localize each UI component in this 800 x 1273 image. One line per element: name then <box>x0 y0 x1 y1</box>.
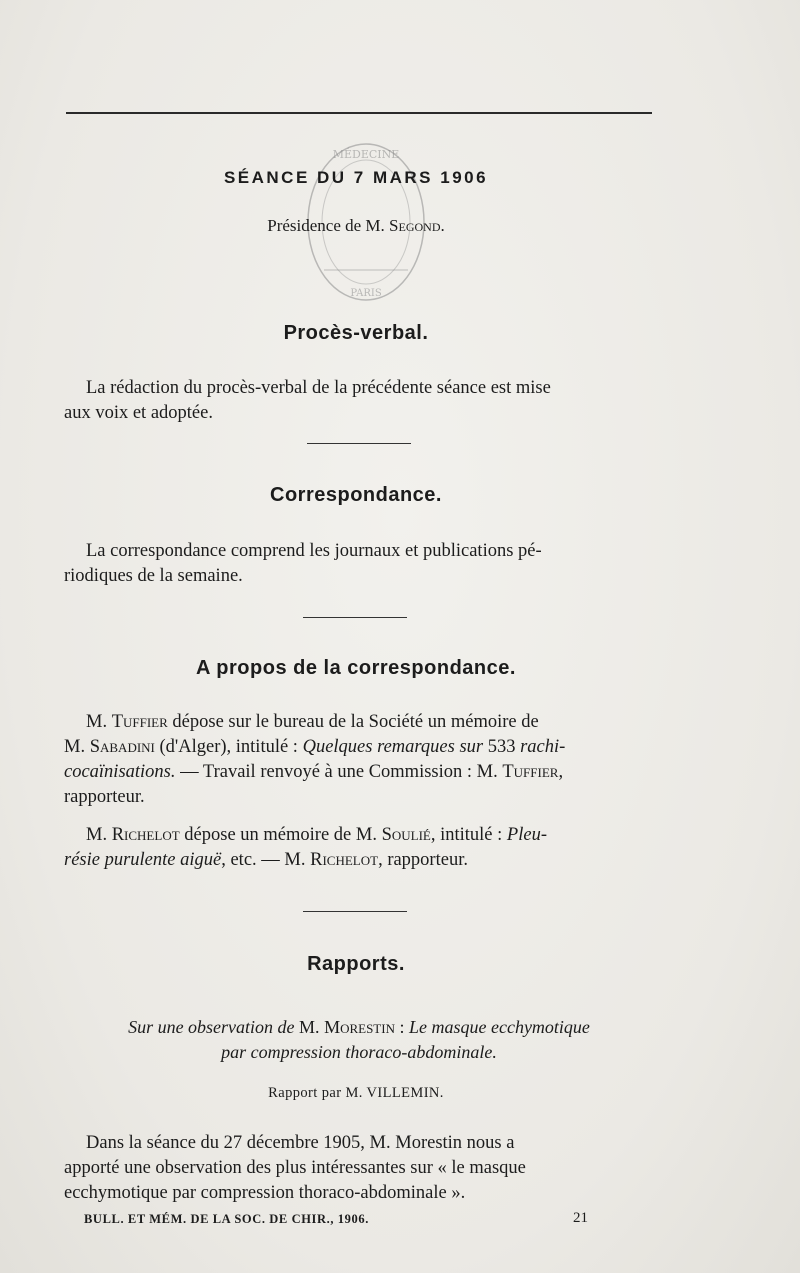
a-propos-p1-line-4: rapporteur. <box>64 787 145 807</box>
heading-rapports: Rapports. <box>307 953 405 975</box>
president-name: Segond <box>389 216 441 235</box>
separator-rule <box>303 617 407 618</box>
heading-proces-verbal: Procès-verbal. <box>283 322 429 344</box>
presidence-suffix: . <box>440 216 445 235</box>
rapport-body-line-3: ecchymotique par compression thoraco-abdominale ». <box>64 1183 466 1203</box>
name-soulie: Soulié <box>381 825 431 845</box>
seance-title: SÉANCE DU 7 MARS 1906 <box>223 168 489 187</box>
a-propos-p2-line-2: résie purulente aiguë, etc. — M. Richelot, rapporteur. <box>64 850 468 870</box>
a-propos-p2-line-1: M. Richelot dépose un mémoire de M. Soulié, intitulé : Pleu- <box>86 825 547 845</box>
correspondance-line-2: riodiques de la semaine. <box>64 566 243 586</box>
top-rule <box>66 112 652 114</box>
rapport-body-line-1: Dans la séance du 27 décembre 1905, M. Morestin nous a <box>86 1133 515 1153</box>
a-propos-p1-line-1: M. Tuffier dépose sur le bureau de la Société un mémoire de <box>86 712 539 732</box>
name-morestin: Morestin <box>324 1017 395 1037</box>
memoir-title: Quelques remarques sur <box>302 737 484 757</box>
name-sabadini: Sabadini <box>89 737 155 757</box>
proces-verbal-line-2: aux voix et adoptée. <box>64 403 213 423</box>
presidence-line <box>0 216 712 236</box>
heading-a-propos: A propos de la correspondance. <box>196 657 516 679</box>
rapport-body-line-2: apporté une observation des plus intéressantes sur « le masque <box>64 1158 526 1178</box>
name-richelot: Richelot <box>111 825 180 845</box>
presidence-prefix: Présidence de M. <box>267 216 390 235</box>
rapport-subtitle-line-1: Sur une observation de M. Morestin : Le masque ecchymotique <box>128 1017 590 1037</box>
stamp-text-bottom: PARIS <box>350 288 382 299</box>
separator-rule <box>303 911 407 912</box>
memoir-title: résie purulente aiguë <box>64 850 222 870</box>
rapport-subtitle-line-2: par compression thoraco-abdominale. <box>221 1042 497 1062</box>
correspondance-line-1: La correspondance comprend les journaux et publications pé- <box>86 541 542 561</box>
name-tuffier: Tuffier <box>111 712 168 732</box>
separator-rule <box>307 443 411 444</box>
heading-correspondance: Correspondance. <box>270 484 442 506</box>
a-propos-p1-line-2: M. Sabadini (d'Alger), intitulé : Quelques remarques sur 533 rachi- <box>64 737 566 757</box>
stamp-text-top: MÉDECINE <box>332 148 400 161</box>
footer-journal: BULL. ET MÉM. DE LA SOC. DE CHIR., 1906. <box>84 1212 369 1226</box>
proces-verbal-line-1: La rédaction du procès-verbal de la précédente séance est mise <box>86 378 551 398</box>
page-number: 21 <box>573 1210 588 1226</box>
a-propos-p1-line-3: cocaïnisations. — Travail renvoyé à une Commission : M. Tuffier, <box>64 762 564 782</box>
rapport-author: Rapport par M. VILLEMIN. <box>268 1085 444 1101</box>
